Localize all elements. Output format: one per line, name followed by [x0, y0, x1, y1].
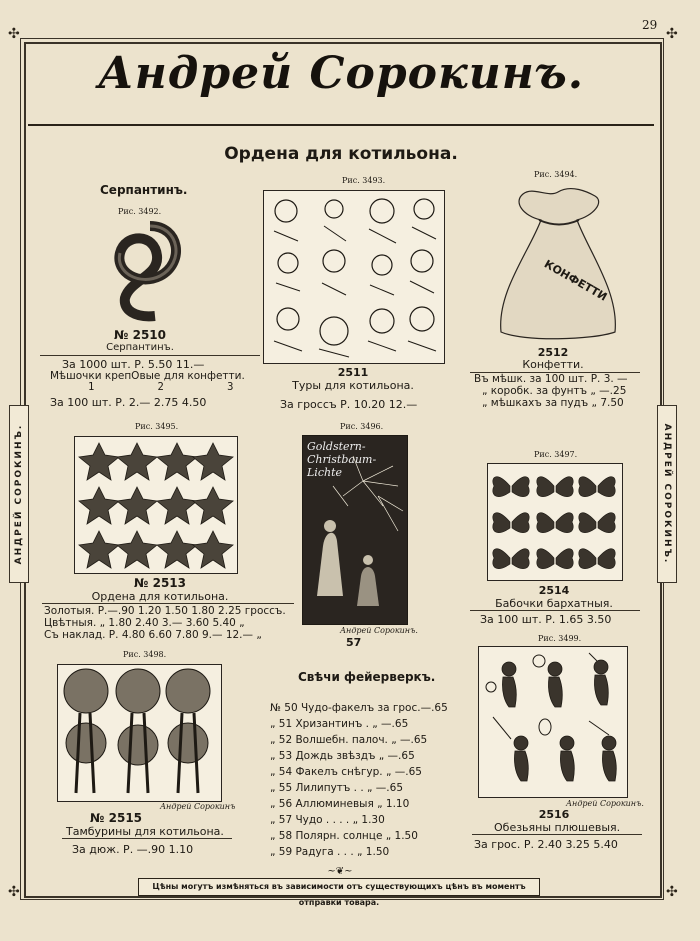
fig-label: Рис. 3494. [534, 170, 578, 179]
fig-label: Рис. 3495. [135, 422, 179, 431]
item-number: № 2515 [90, 811, 143, 825]
signature: Андрей Сорокинъ [160, 802, 236, 811]
fig-label: Рис. 3496. [340, 422, 384, 431]
divider [472, 834, 642, 835]
side-tab-right [657, 405, 677, 583]
corner-ornament-icon: ✣ [666, 26, 678, 42]
price-line: Золотыя. Р.—.90 1.20 1.50 1.80 2.25 гроссъ. [44, 605, 286, 617]
tambourines-illustration [57, 664, 222, 802]
price-line: Цвѣтныя. „ 1.80 2.40 3.— 3.60 5.40 „ [44, 617, 245, 629]
fig-label: Рис. 3492. [118, 207, 162, 216]
serpentin-illustration [95, 218, 185, 323]
price-line: „ мѣшкахъ за пудъ „ 7.50 [482, 397, 624, 409]
item-name: Обезьяны плюшевыя. [494, 821, 621, 834]
fig-label: Рис. 3493. [342, 176, 386, 185]
candles-title: Свѣчи фейерверкъ. [298, 670, 436, 684]
box-text-line: Lichte [307, 466, 342, 479]
price-line: За гроссъ Р. 10.20 12.— [280, 398, 418, 411]
corner-ornament-icon: ✣ [8, 884, 20, 900]
list-item: „ 55 Лилипутъ . . „ —.65 [270, 782, 404, 794]
divider [42, 603, 294, 604]
divider [40, 355, 260, 356]
price-line: Въ мѣшк. за 100 шт. Р. 3. — [474, 373, 628, 385]
item-number: № 2510 [113, 328, 166, 342]
list-item: „ 57 Чудо . . . . „ 1.30 [270, 814, 385, 826]
item-name: Туры для котильона. [292, 379, 414, 392]
price-line: За грос. Р. 2.40 3.25 5.40 [474, 838, 618, 851]
sparklers-box-illustration [302, 435, 408, 625]
footer-note: Цѣны могутъ измѣняться въ зависимости отъ существующихъ цѣнъ въ моментъ отправки товара. [138, 878, 540, 896]
item-number: 2511 [337, 366, 369, 379]
masthead-rule [28, 124, 654, 126]
list-item: „ 53 Дождь звѣздъ „ —.65 [270, 750, 415, 762]
page-number: 29 [642, 18, 658, 32]
corner-ornament-icon: ✣ [8, 26, 20, 42]
box-text-line: Christbaum- [307, 453, 377, 466]
list-item: „ 52 Волшебн. палоч. „ —.65 [270, 734, 428, 746]
item-number: № 2513 [133, 576, 186, 590]
price-line: „ коробк. за фунтъ „ —.25 [482, 385, 627, 397]
price-line: Съ наклад. Р. 4.80 6.60 7.80 9.— 12.— „ [44, 629, 262, 641]
signature: Андрей Сорокинъ. [340, 626, 418, 635]
item-number: 2516 [538, 808, 570, 821]
divider [62, 838, 232, 839]
item-name: Бабочки бархатныя. [495, 597, 613, 610]
list-item: „ 56 Аллюминевыя „ 1.10 [270, 798, 410, 810]
item-number: 2512 [537, 346, 569, 359]
corner-ornament-icon: ✣ [666, 884, 678, 900]
section-title: Ордена для котильона. [224, 144, 458, 164]
fig-label: Рис. 3497. [534, 450, 578, 459]
item-number: 2514 [538, 584, 570, 597]
side-label: АНДРЕЙ СОРОКИНЪ. [662, 423, 672, 565]
item-number: 57 [346, 636, 362, 649]
list-item: „ 59 Радуга . . . „ 1.50 [270, 846, 390, 858]
masthead-title: Андрей Сорокинъ. [97, 48, 585, 99]
divider [470, 610, 640, 611]
list-item: „ 58 Полярн. солнце „ 1.50 [270, 830, 418, 842]
fig-label: Рис. 3499. [538, 634, 582, 643]
serpentin-heading: Серпантинъ. [100, 183, 188, 197]
list-item: № 50 Чудо-факелъ за грос.—.65 [270, 702, 448, 714]
subitem-title: Мѣшочки крепОвые для конфетти. [50, 370, 245, 382]
fig-label: Рис. 3498. [123, 650, 167, 659]
item-name: Тамбурины для котильона. [66, 825, 224, 838]
confetti-bag-illustration [493, 182, 623, 344]
price-line: За дюж. Р. —.90 1.10 [72, 843, 194, 856]
bag-label: КОНФЕТТИ [541, 257, 610, 304]
side-tab-left [9, 405, 29, 583]
butterflies-illustration [487, 463, 623, 581]
list-item: „ 54 Факелъ снѣгур. „ —.65 [270, 766, 422, 778]
footer-ornament-icon: ~❦~ [327, 866, 353, 877]
price-line: За 100 шт. Р. 2.— 2.75 4.50 [50, 396, 207, 409]
item-name: Серпантинъ. [106, 342, 174, 353]
size-labels: 1 2 3 [88, 381, 234, 393]
tours-illustration [263, 190, 445, 364]
signature: Андрей Сорокинъ. [566, 799, 644, 808]
item-name: Ордена для котильона. [91, 590, 229, 603]
price-line: За 100 шт. Р. 1.65 3.50 [480, 613, 612, 626]
list-item: „ 51 Хризантинъ . „ —.65 [270, 718, 409, 730]
side-label: АНДРЕЙ СОРОКИНЪ. [14, 423, 24, 565]
orders-illustration [74, 436, 238, 574]
item-name: Конфетти. [522, 358, 584, 371]
price-line: За 1000 шт. Р. 5.50 11.— [62, 358, 205, 371]
monkeys-illustration [478, 646, 628, 798]
box-text-line: Goldstern- [307, 440, 366, 453]
